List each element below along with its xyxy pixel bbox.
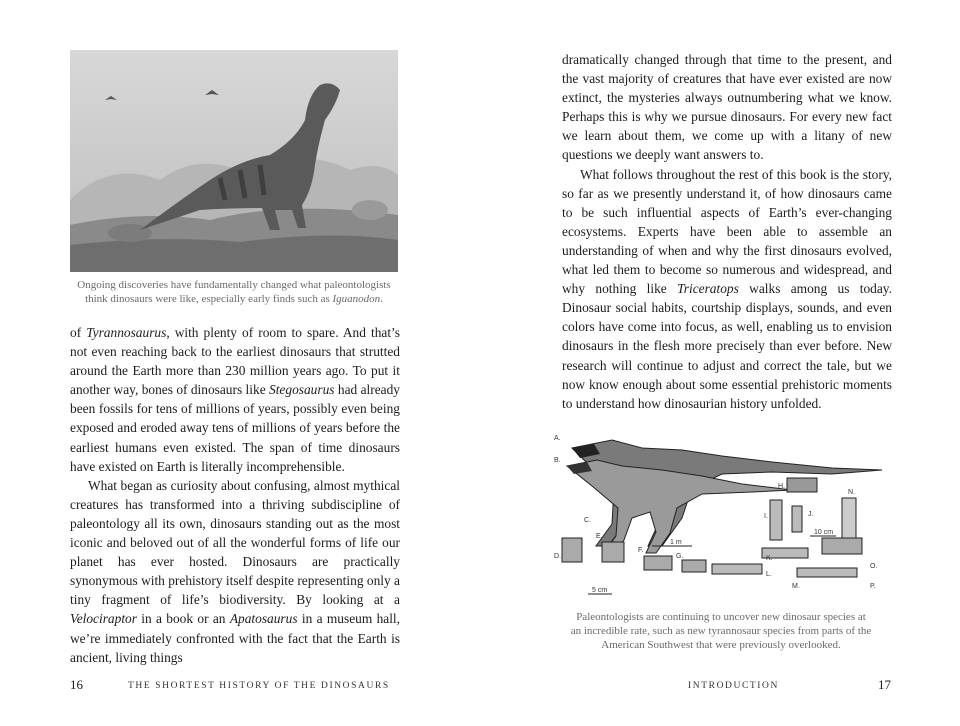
paragraph: of Tyrannosaurus, with plenty of room to spare. And that’s not even reaching back to the earliest dinosaurs that strutted around the Earth more than 230 million years ago. To put it another way, bones of dinosaurs like Stegosaurus had already been fossils for tens of millions of years, possibly even being exposed and eroded away tens of millions of years before the earliest humans even existed. The span of time dinosaurs have existed on Earth is literally incomprehensible. [70,325,400,474]
body-text [70,323,400,667]
running-head: INTRODUCTION [688,681,779,691]
fig-label-o: O. [870,563,878,570]
scale-10cm: 10 cm [814,529,834,536]
fig-label-d: D. [554,553,561,560]
fig-label-l: L. [766,571,772,578]
page-number: 16 [70,677,83,692]
scale-5cm: 5 cm [592,587,608,594]
fig-label-b: B. [554,457,561,464]
figure-caption: Paleontologists are continuing to uncover new dinosaur species at an incredible rate, such as new tyrannosaur species from parts of the American Southwest that were previously overlooked. [570,611,872,651]
running-head: THE SHORTEST HISTORY OF THE DINOSAURS [128,681,390,691]
fig-label-h: H. [778,483,785,490]
fig-label-p: P. [870,583,876,590]
fig-label-n: N. [848,489,855,496]
right-page [480,0,960,726]
iguanodon-illustration [70,50,398,272]
scale-1m: 1 m [670,539,682,546]
fig-label-c: C. [584,517,591,524]
fig-label-j: J. [808,511,814,518]
fig-label-f: F. [638,547,644,554]
fig-label-a: A. [554,435,561,442]
fig-label-m: M. [792,583,800,590]
fig-label-i: I. [764,513,768,520]
paragraph: What began as curiosity about confusing, almost mythical creatures has transformed into a thriving subdiscipline of paleontology all its own, dinosaurs standing out as the most iconic and beloved out of all the wonderful forms of life our planet has ever hosted. Dinosaurs are practically synonymous with prehistory itself despite representing only a tiny fragment of life’s biodiversity. By looking at a Velociraptor in a book or an Apatosaurus in a museum hall, we’re immediately confronted with the fact that the Earth is ancient, living things [70,477,400,665]
paragraph: dramatically changed through that time to the present, and the vast majority of creatures that have ever existed are now extinct, the mysteries always outnumbering what we know. Perhaps this is why we pursue dinosaurs. For every new fact we learn about them, we come up with a litany of new questions we deeply want answers to. [562,52,892,163]
page-number: 17 [878,677,891,692]
fig-label-e: E. [596,533,603,540]
tyrannosaur-skeleton-figure [552,428,892,600]
fig-label-g: G. [676,553,684,560]
paragraph: What follows throughout the rest of this book is the story, so far as we presently understand it, of how dinosaurs came to be such influential aspects of Earth’s ever-changing ecosystems. Experts have been able to assemble an understanding of when and why the first dinosaurs evolved, what led them to become so numerous and widespread, and why nothing like Triceratops walks among us today. Dinosaur social habits, courtship displays, sounds, and even colors have come into focus, as well, enabling us to envision dinosaurs in the flesh more precisely than ever before. New research will continue to adjust and correct the tale, but we now know enough about some essential prehistoric moments to understand how dinosaurian history unfolded. [562,166,892,411]
fig-label-k: K. [766,555,773,562]
body-text [562,50,892,413]
figure-caption: Ongoing discoveries have fundamentally changed what paleontologists think dinosaurs were like, especially early finds such as Iguanodon. [77,279,391,305]
